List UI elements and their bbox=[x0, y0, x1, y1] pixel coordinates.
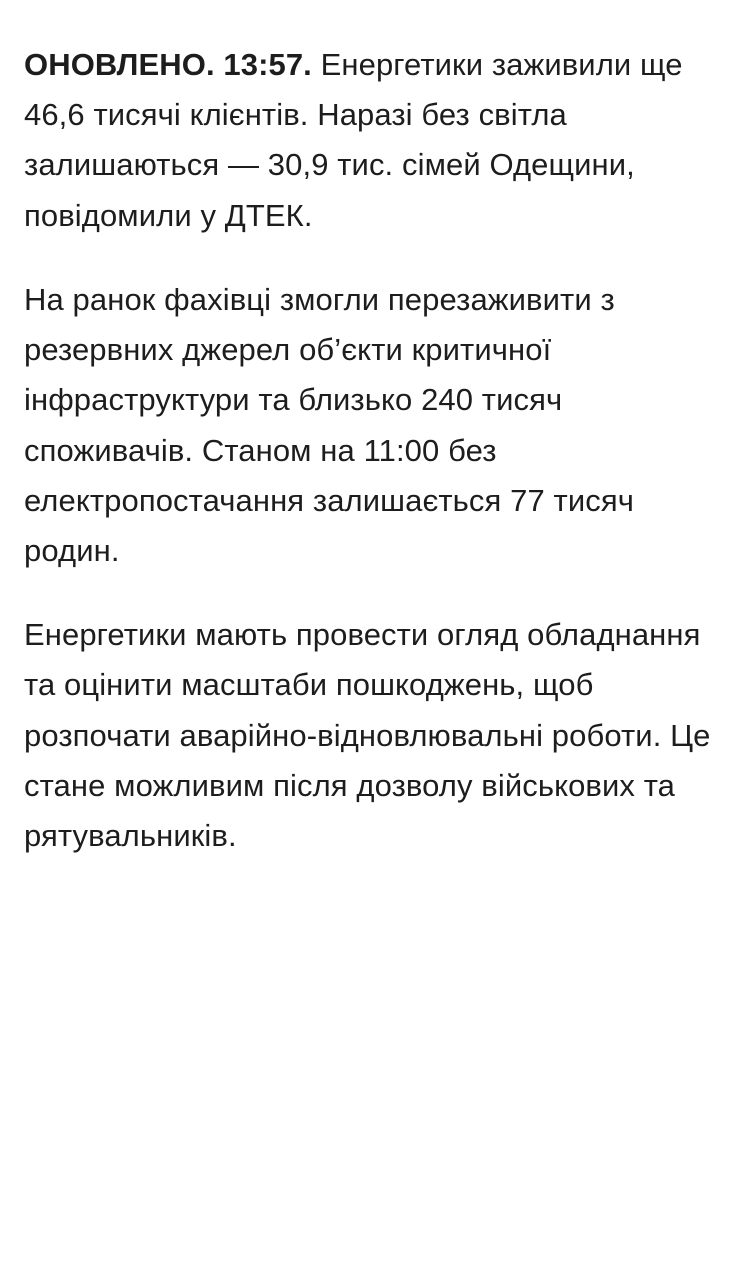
paragraph-morning bbox=[24, 275, 725, 576]
update-paragraph-text: Енергетики заживили ще 46,6 тисячі клієнтів. Наразі без світла залишаються — 30,9 тис. сімей Одещини, повідомили у ДТЕК. bbox=[24, 47, 683, 233]
paragraph-update bbox=[24, 40, 725, 241]
update-timestamp-label: ОНОВЛЕНО. 13:57. bbox=[24, 47, 312, 82]
inspection-paragraph-text: Енергетики мають провести огляд обладнання та оцінити масштаби пошкоджень, щоб розпочати аварійно-відновлювальні роботи. Це стане можливим після дозволу військових та рятувальників. bbox=[24, 617, 711, 854]
morning-paragraph-text: На ранок фахівці змогли перезаживити з резервних джерел об’єкти критичної інфраструктури та близько 240 тисяч споживачів. Станом на 11:00 без електропостачання залишається 77 тисяч родин. bbox=[24, 281, 634, 568]
paragraph-inspection bbox=[24, 610, 725, 861]
